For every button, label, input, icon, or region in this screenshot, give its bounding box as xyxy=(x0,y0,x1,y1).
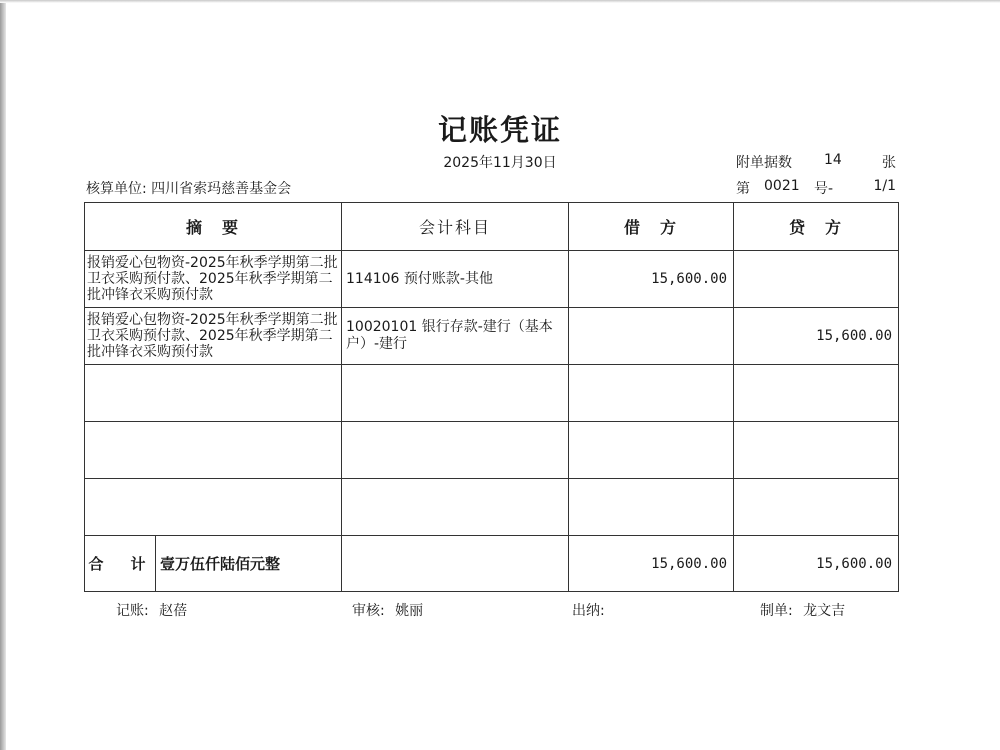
row-account xyxy=(342,365,569,422)
total-label: 合 计 xyxy=(85,536,156,591)
row-account xyxy=(342,479,569,536)
total-cell xyxy=(85,536,342,592)
attachments-label: 附单据数 xyxy=(736,155,792,171)
reviewer-label: 审核: xyxy=(352,603,385,619)
row-summary: 报销爱心包物资-2025年秋季学期第二批卫衣采购预付款、2025年秋季学期第二批冲锋衣采购预付款 xyxy=(85,308,342,365)
row-debit xyxy=(569,308,734,365)
row-account xyxy=(342,422,569,479)
header-summary: 摘 要 xyxy=(85,203,342,251)
voucher-table xyxy=(84,202,899,592)
amount-in-words: 壹万伍仟陆佰元整 xyxy=(160,555,281,573)
voucher-number-prefix: 第 xyxy=(736,181,750,197)
row-debit xyxy=(569,422,734,479)
bookkeeper-name: 赵蓓 xyxy=(159,603,188,619)
table-header-row xyxy=(85,203,899,251)
voucher-title: 记账凭证 xyxy=(437,113,562,147)
voucher-number-suffix: 号- xyxy=(814,181,834,197)
row-debit: 15,600.00 xyxy=(569,251,734,308)
attachments-unit: 张 xyxy=(882,155,896,171)
header-debit: 借 方 xyxy=(569,203,734,251)
signature-bookkeeper xyxy=(116,600,187,620)
row-summary: 报销爱心包物资-2025年秋季学期第二批卫衣采购预付款、2025年秋季学期第二批冲锋衣采购预付款 xyxy=(85,251,342,308)
table-row xyxy=(85,422,899,479)
reviewer-name: 姚丽 xyxy=(395,603,424,619)
cashier-label: 出纳: xyxy=(572,603,605,619)
preparer-label: 制单: xyxy=(760,603,793,619)
row-credit: 15,600.00 xyxy=(734,308,899,365)
scan-top-edge xyxy=(0,0,1000,3)
table-row xyxy=(85,251,899,308)
voucher-number xyxy=(736,178,896,198)
table-row xyxy=(85,365,899,422)
total-debit: 15,600.00 xyxy=(569,536,734,592)
row-summary xyxy=(85,422,342,479)
row-summary xyxy=(85,479,342,536)
unit-label: 核算单位: xyxy=(86,181,147,197)
total-blank-cell xyxy=(342,536,569,592)
preparer-name: 龙文吉 xyxy=(803,603,846,619)
header-account: 会计科目 xyxy=(342,203,569,251)
accounting-unit xyxy=(86,178,291,198)
bookkeeper-label: 记账: xyxy=(116,603,149,619)
row-account: 114106 预付账款-其他 xyxy=(342,251,569,308)
signature-preparer xyxy=(760,600,845,620)
voucher-page: 1/1 xyxy=(873,178,896,194)
signature-reviewer xyxy=(352,600,423,620)
voucher-number-value: 0021 xyxy=(764,178,800,194)
signature-cashier xyxy=(572,600,611,620)
row-summary xyxy=(85,365,342,422)
table-row xyxy=(85,479,899,536)
row-credit xyxy=(734,365,899,422)
row-credit xyxy=(734,422,899,479)
attachments-count: 14 xyxy=(824,152,842,168)
attachments-info xyxy=(736,152,896,172)
voucher-date: 2025年11月30日 xyxy=(443,155,557,171)
row-debit xyxy=(569,365,734,422)
row-account: 10020101 银行存款-建行（基本户）-建行 xyxy=(342,308,569,365)
total-credit: 15,600.00 xyxy=(734,536,899,592)
row-credit xyxy=(734,251,899,308)
row-credit xyxy=(734,479,899,536)
total-row xyxy=(85,536,899,592)
unit-name: 四川省索玛慈善基金会 xyxy=(151,181,292,197)
table-row xyxy=(85,308,899,365)
header-credit: 贷 方 xyxy=(734,203,899,251)
row-debit xyxy=(569,479,734,536)
